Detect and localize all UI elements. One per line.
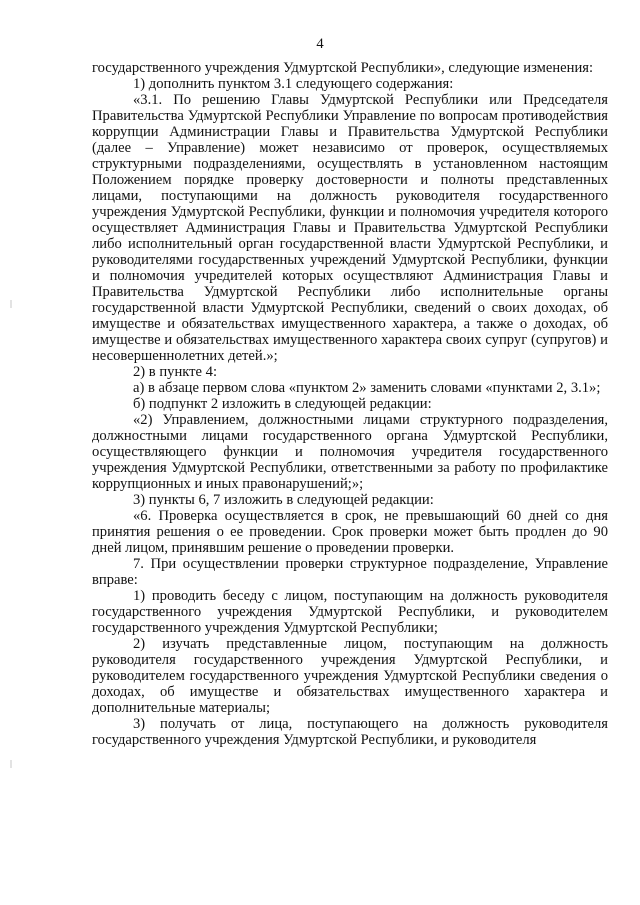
scan-margin-mark [10, 300, 12, 308]
scan-margin-mark [10, 760, 12, 768]
paragraph: 1) проводить беседу с лицом, поступающим на должность руководителя государственного учреждения Удмуртской Республики, и руководителем государственного учреждения Удмуртской Республики; [92, 588, 608, 636]
paragraph: «6. Проверка осуществляется в срок, не превышающий 60 дней со дня принятия решения о ее проведении. Срок проверки может быть продлен до 90 дней лицом, принявшим решение о проведении проверки. [92, 508, 608, 556]
paragraph: 3) получать от лица, поступающего на должность руководителя государственного учреждения Удмуртской Республики, и руководителя [92, 716, 608, 748]
document-body [92, 60, 608, 748]
paragraph: 1) дополнить пунктом 3.1 следующего содержания: [133, 76, 454, 92]
paragraph: 7. При осуществлении проверки структурное подразделение, Управление вправе: [92, 556, 608, 588]
paragraph: б) подпункт 2 изложить в следующей редакции: [133, 396, 432, 412]
paragraph: государственного учреждения Удмуртской Республики», следующие изменения: [92, 60, 594, 76]
page-number: 4 [316, 36, 324, 52]
paragraph: 2) изучать представленные лицом, поступающим на должность руководителя государственного учреждения Удмуртской Республики, и руководителем государственного учреждения Удмуртской Республики сведения о доходах, об имуществе и обязательствах имущественного характера и дополнительные материалы; [92, 636, 608, 716]
paragraph: «2) Управлением, должностными лицами структурного подразделения, должностными лицами государственного органа Удмуртской Республики, осуществляющего функции и полномочия учредителя государственного учреждения Удмуртской Республики, ответственными за работу по профилактике коррупционных и иных правонарушений;»; [92, 412, 608, 492]
paragraph: 3) пункты 6, 7 изложить в следующей редакции: [133, 492, 434, 508]
paragraph: а) в абзаце первом слова «пунктом 2» заменить словами «пунктами 2, 3.1»; [133, 380, 601, 396]
paragraph: «3.1. По решению Главы Удмуртской Республики или Председателя Правительства Удмуртской Республики Управление по вопросам противодействия коррупции Администрации Главы и Правительства Удмуртской Республики (далее – Управление) может независимо от проверок, осуществляемых структурными подразделениями, осуществлять в установленном настоящим Положением порядке проверку достоверности и полноты представленных лицами, поступающими на должность руководителя государственного учреждения Удмуртской Республики, функции и полномочия учредителя которого осуществляет Администрация Главы и Правительства Удмуртской Республики либо исполнительный орган государственной власти Удмуртской Республики, и руководителями государственных учреждений Удмуртской Республики, функции и полномочия учредителей которых осуществляют Администрация Главы и Правительства Удмуртской Республики либо исполнительные органы государственной власти Удмуртской Республики, сведений о своих доходах, об имуществе и обязательствах имущественного характера, а также о доходах, об имуществе и обязательствах имущественного характера своих супруг (супругов) и несовершеннолетних детей.»; [92, 92, 608, 364]
paragraph: 2) в пункте 4: [133, 364, 218, 380]
